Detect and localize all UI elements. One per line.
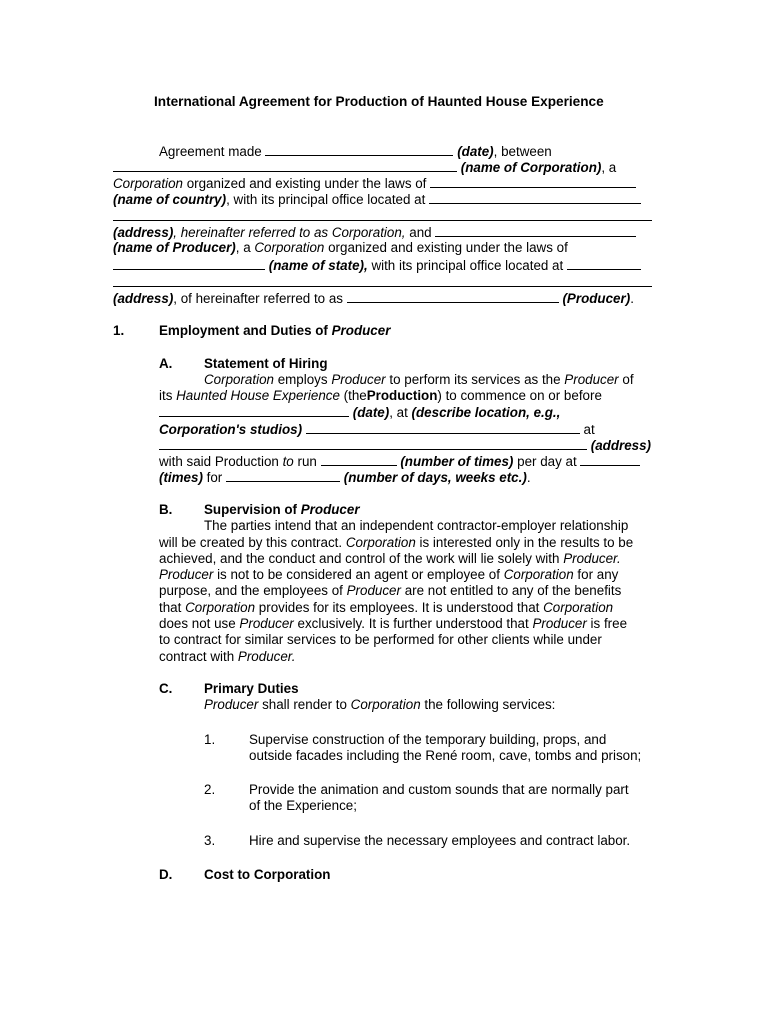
subsection-b-letter: B.	[159, 502, 173, 517]
times-label: (times)	[159, 470, 203, 485]
haunted-house-experience: Haunted House Experience	[176, 388, 340, 403]
name-of-corporation-label: (name of Corporation)	[460, 160, 602, 175]
sup-6b: provides for its employees. It is understood that	[258, 600, 540, 615]
sup-3-prod: Producer.	[563, 551, 621, 566]
sup-6-corp: Corporation	[185, 600, 256, 615]
supervision-line-4	[159, 567, 618, 583]
sup-6a: that	[159, 600, 182, 615]
subsection-d-letter: D.	[159, 867, 173, 882]
corporation-name-blank[interactable]	[113, 159, 457, 172]
organized-text-2: organized and existing under the laws of	[328, 240, 568, 255]
hiring-at-2: at	[583, 422, 595, 437]
supervision-line-7	[159, 616, 627, 632]
location-address-blank[interactable]	[159, 437, 587, 450]
corporation-office-blank[interactable]	[429, 191, 641, 204]
and-text: and	[409, 225, 432, 240]
duty-item-1-number: 1.	[204, 732, 216, 747]
principal-office-text-2: with its principal office located at	[371, 258, 564, 273]
sup-2a: will be created by this contract.	[159, 535, 343, 550]
with-said-production: with said Production	[159, 454, 279, 469]
subsection-a-heading: Statement of Hiring	[204, 356, 328, 371]
hereinafter-blank[interactable]	[347, 290, 559, 303]
section-1-number: 1.	[113, 323, 125, 338]
supervision-line-5	[159, 583, 621, 599]
producer-address-blank-line[interactable]	[113, 286, 652, 287]
subsection-d-heading: Cost to Corporation	[204, 867, 331, 882]
hiring-line-6	[159, 453, 640, 470]
hiring-of: of	[622, 372, 634, 387]
hiring-line-5	[159, 437, 651, 454]
producer-address-label: (address)	[113, 291, 174, 306]
section-1-heading-producer: Producer	[331, 323, 391, 338]
hiring-at: , at	[389, 405, 408, 420]
address-blank-line[interactable]	[113, 220, 652, 221]
sup-7-prod2: Producer	[532, 616, 587, 631]
preamble-line-4	[113, 191, 641, 208]
preamble-line-2	[113, 159, 616, 176]
sup-2b: is interested only in the results to be	[419, 535, 634, 550]
hereinafter-prefix-text: , of hereinafter referred to as	[173, 291, 343, 306]
hiring-line-1	[204, 372, 634, 388]
section-1-heading	[159, 323, 390, 339]
sup-9-prod: Producer.	[237, 649, 296, 664]
for-text: for	[206, 470, 223, 485]
a-text: , a	[601, 160, 617, 175]
hiring-end: .	[526, 470, 531, 485]
describe-location-label: (describe location, e.g.,	[411, 405, 561, 420]
principal-office-text: , with its principal office located at	[226, 192, 426, 207]
preamble-line-6	[113, 240, 568, 256]
hiring-line-7	[159, 469, 531, 486]
corporation-studios-label: Corporation's studios)	[159, 422, 303, 437]
duties-shall-render: shall render to	[262, 697, 347, 712]
producer-office-blank[interactable]	[567, 257, 641, 270]
duties-corporation: Corporation	[350, 697, 421, 712]
duty-item-2-number: 2.	[204, 782, 216, 797]
producer-state-blank[interactable]	[113, 257, 265, 270]
duty-item-2-line-1: Provide the animation and custom sounds that are normally part	[249, 782, 629, 797]
subsection-c-heading: Primary Duties	[204, 681, 299, 696]
hiring-text-1: to perform its services as the	[389, 372, 561, 387]
sup-7c: is free	[590, 616, 628, 631]
sup-7b: exclusively. It is further understood that	[297, 616, 529, 631]
between-text: , between	[493, 144, 552, 159]
supervision-heading-text: Supervision of	[204, 502, 298, 517]
commence-date-blank[interactable]	[159, 404, 349, 417]
location-blank[interactable]	[306, 421, 580, 434]
sup-5-prod: Producer	[346, 583, 401, 598]
sup-5b: are not entitled to any of the benefits	[404, 583, 622, 598]
corporation-laws-blank[interactable]	[430, 175, 636, 188]
hiring-line-2	[159, 388, 602, 404]
sup-4b: for any	[577, 567, 619, 582]
sup-7-prod: Producer	[239, 616, 294, 631]
agreement-made-text: Agreement made	[159, 144, 262, 159]
a-comma-text: , a	[235, 240, 251, 255]
subsection-a-letter: A.	[159, 356, 173, 371]
address-label: (address)	[113, 225, 174, 240]
duties-producer: Producer	[204, 697, 259, 712]
hereinafter-corporation-text: , hereinafter referred to as Corporation,	[173, 225, 406, 240]
hiring-line-4	[159, 421, 595, 438]
hiring-producer-2: Producer	[564, 372, 619, 387]
per-day-at: per day at	[517, 454, 577, 469]
number-of-times-blank[interactable]	[321, 453, 397, 466]
duty-item-1-line-1: Supervise construction of the temporary building, props, and	[249, 732, 607, 747]
duty-item-3-line-1: Hire and supervise the necessary employees and contract labor.	[249, 833, 631, 848]
times-blank[interactable]	[580, 453, 640, 466]
supervision-heading-producer: Producer	[300, 502, 360, 517]
duty-item-3-number: 3.	[204, 833, 216, 848]
duties-intro	[204, 697, 555, 713]
number-of-times-label: (number of times)	[400, 454, 514, 469]
period-text: .	[630, 291, 634, 306]
sup-9a: contract with	[159, 649, 235, 664]
run-text: run	[297, 454, 317, 469]
corporation-term-2: Corporation	[254, 240, 325, 255]
subsection-b-heading	[204, 502, 360, 518]
date-label: (date)	[457, 144, 494, 159]
hiring-producer: Producer	[331, 372, 386, 387]
duty-item-2-line-2: of the Experience;	[249, 798, 357, 813]
supervision-line-1: The parties intend that an independent contractor-employer relationship	[204, 518, 629, 533]
hiring-line-3	[159, 404, 560, 421]
location-address-label: (address)	[590, 438, 652, 453]
document-title: International Agreement for Production of Haunted House Experience	[154, 94, 604, 109]
sup-5a: purpose, and the employees of	[159, 583, 343, 598]
producer-name-blank[interactable]	[435, 224, 636, 237]
hiring-the: (the	[343, 388, 367, 403]
sup-7a: does not use	[159, 616, 236, 631]
subsection-c-letter: C.	[159, 681, 173, 696]
duty-item-1-line-2: outside facades including the René room, cave, tombs and prison;	[249, 748, 642, 763]
hiring-commence: ) to commence on or before	[437, 388, 602, 403]
corporation-term: Corporation	[113, 176, 183, 191]
organized-text: organized and existing under the laws of	[186, 176, 427, 191]
sup-2-corp: Corporation	[345, 535, 416, 550]
sup-4-prod: Producer	[159, 567, 214, 582]
section-1-heading-text: Employment and Duties of	[159, 323, 328, 338]
preamble-line-3	[113, 175, 636, 192]
sup-6-corp2: Corporation	[543, 600, 614, 615]
producer-label: (Producer)	[562, 291, 631, 306]
supervision-line-2	[159, 535, 633, 551]
name-of-producer-label: (name of Producer)	[113, 240, 236, 255]
preamble-line-1	[159, 143, 552, 160]
hiring-employs: employs	[277, 372, 328, 387]
date-blank[interactable]	[265, 143, 453, 156]
sup-4a: is not to be considered an agent or employee of	[217, 567, 500, 582]
hiring-its: its	[159, 388, 173, 403]
commence-date-label: (date)	[352, 405, 390, 420]
preamble-line-8	[113, 290, 634, 307]
production-term: Production	[366, 388, 438, 403]
supervision-line-3	[159, 551, 621, 567]
hiring-corporation: Corporation	[204, 372, 274, 387]
sup-3a: achieved, and the conduct and control of the work will lie solely with	[159, 551, 560, 566]
supervision-line-9	[159, 649, 295, 665]
name-of-country-label: (name of country)	[113, 192, 227, 207]
duties-following: the following services:	[424, 697, 556, 712]
to-term: to	[282, 454, 294, 469]
name-of-state-label: (name of state),	[268, 258, 368, 273]
preamble-line-7	[113, 257, 641, 274]
duration-label: (number of days, weeks etc.)	[343, 470, 527, 485]
supervision-line-8: to contract for similar services to be performed for other clients while under	[159, 632, 602, 647]
supervision-line-6	[159, 600, 613, 616]
preamble-line-5	[113, 224, 636, 241]
sup-4-corp: Corporation	[503, 567, 574, 582]
duration-blank[interactable]	[226, 469, 340, 482]
